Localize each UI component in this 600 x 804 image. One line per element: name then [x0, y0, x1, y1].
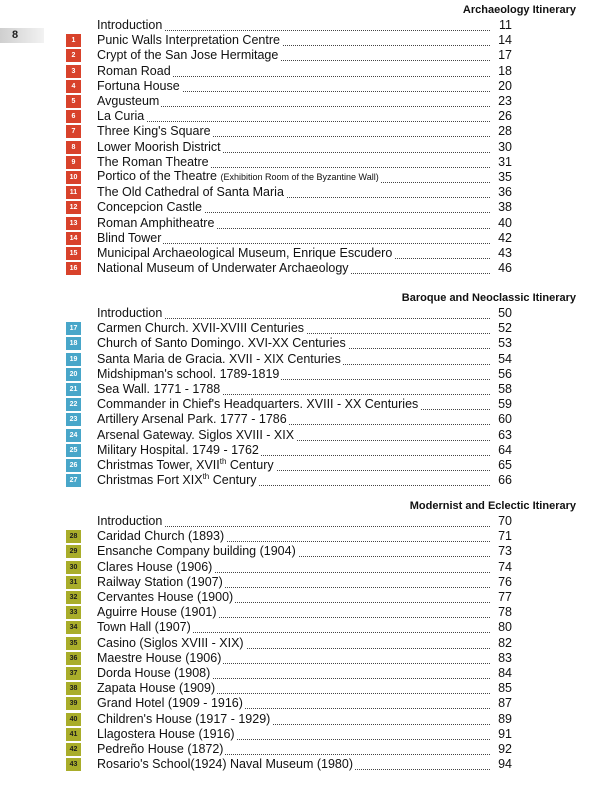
- entry-title: [97, 169, 381, 185]
- entry-title: [97, 109, 146, 124]
- toc-entry[interactable]: [66, 124, 512, 139]
- toc-entry[interactable]: [66, 140, 512, 155]
- toc-entry[interactable]: [66, 560, 512, 575]
- toc-entry[interactable]: [66, 575, 512, 590]
- entry-title-text: Military Hospital. 1749 - 1762: [97, 442, 259, 457]
- entry-page-number: 38: [498, 200, 512, 215]
- entry-number-badge: 27: [66, 474, 81, 487]
- entry-number-badge: 19: [66, 353, 81, 366]
- entry-title: [97, 727, 237, 742]
- toc-entry[interactable]: [66, 605, 512, 620]
- entry-title: [97, 79, 182, 94]
- entry-number-badge: 37: [66, 667, 81, 680]
- entry-title: [97, 443, 261, 458]
- toc-entry[interactable]: [66, 170, 512, 185]
- entry-number-badge: 23: [66, 413, 81, 426]
- entry-title: [97, 48, 280, 63]
- entry-title: [97, 712, 272, 727]
- toc-entry[interactable]: [66, 696, 512, 711]
- entry-title-suffix: Century: [226, 458, 274, 472]
- entry-title: [97, 94, 161, 109]
- entry-page-number: 14: [498, 33, 512, 48]
- entry-title-text: Cervantes House (1900): [97, 590, 234, 604]
- toc-entry[interactable]: [66, 458, 512, 473]
- entry-superscript: th: [202, 472, 210, 482]
- entry-title-text: Avgusteum: [97, 94, 160, 108]
- toc-entry[interactable]: [66, 397, 512, 412]
- entry-number-badge: 6: [66, 110, 81, 123]
- entry-number-badge: 26: [66, 459, 81, 472]
- entry-number-badge: 2: [66, 49, 81, 62]
- entry-title: [97, 140, 223, 155]
- section-title: Baroque and Neoclassic Itinerary: [401, 292, 576, 304]
- entry-page-number: 60: [498, 412, 512, 427]
- entry-title-text: Concepcion Castle: [97, 200, 202, 215]
- entry-page-number: 66: [498, 473, 512, 488]
- toc-entry[interactable]: [66, 727, 512, 742]
- entry-page-number: 85: [498, 681, 512, 696]
- toc-entry[interactable]: [66, 412, 512, 427]
- entry-title-text: Portico of the Theatre: [97, 169, 217, 183]
- entry-title: [97, 620, 193, 635]
- entry-page-number: 58: [498, 382, 512, 396]
- entry-number-badge: 25: [66, 444, 81, 457]
- entry-page-number: 35: [498, 170, 512, 184]
- entry-title: [97, 529, 226, 544]
- entry-title: [97, 544, 298, 559]
- entry-title: [97, 352, 343, 367]
- entry-title-text: Municipal Archaeological Museum, Enrique Escudero: [97, 246, 393, 260]
- entry-number-badge: 13: [66, 217, 81, 230]
- toc-entry[interactable]: [66, 636, 512, 651]
- entry-page-number: 63: [498, 427, 512, 442]
- entry-number-badge: 34: [66, 621, 81, 634]
- entry-page-number: 46: [498, 261, 512, 276]
- entry-superscript: th: [219, 456, 227, 466]
- entry-title: [97, 261, 351, 276]
- toc-entry[interactable]: [66, 109, 512, 124]
- entry-title-text: Three King's Square: [97, 124, 211, 139]
- entry-page-number: 30: [498, 139, 512, 154]
- toc-entry[interactable]: [66, 529, 512, 544]
- entry-page-number: 36: [498, 185, 512, 200]
- toc-entry[interactable]: [66, 321, 512, 336]
- toc-entry[interactable]: [66, 681, 512, 696]
- entry-title-text: Arsenal Gateway. Siglos XVIII - XIX: [97, 427, 295, 442]
- entry-title: [97, 246, 394, 261]
- entry-title: [97, 428, 296, 443]
- entry-number-badge: 5: [66, 95, 81, 108]
- entry-number-badge: 16: [66, 262, 81, 275]
- entry-title-text: Fortuna House: [97, 78, 180, 93]
- entry-title-text: Caridad Church (1893): [97, 529, 225, 544]
- entry-title: [97, 681, 217, 696]
- entry-title-text: Carmen Church. XVII-XVIII Centuries: [97, 321, 305, 336]
- entry-title: [97, 367, 281, 382]
- entry-number-badge: 32: [66, 591, 81, 604]
- toc-entry[interactable]: [66, 33, 512, 48]
- toc-entry[interactable]: [66, 666, 512, 681]
- entry-title: [97, 605, 219, 620]
- entry-title: [97, 231, 163, 246]
- entry-title: [97, 185, 286, 200]
- entry-title-text: Christmas Fort XIX: [97, 473, 203, 488]
- entry-page-number: 80: [498, 620, 512, 635]
- entry-page-number: 40: [498, 215, 512, 230]
- entry-page-number: 53: [498, 336, 512, 351]
- entry-title: [97, 124, 213, 139]
- entry-number-badge: 29: [66, 545, 81, 558]
- entry-page-number: 52: [498, 321, 512, 336]
- toc-entry[interactable]: [66, 620, 512, 635]
- entry-title-text: Pedreño House (1872): [97, 742, 224, 756]
- entry-title: [97, 216, 216, 231]
- entry-title: [97, 18, 164, 33]
- toc-entry[interactable]: [66, 352, 512, 367]
- toc-entry[interactable]: [66, 757, 512, 772]
- entry-number-badge: 14: [66, 232, 81, 245]
- entry-page-number: 43: [498, 246, 512, 260]
- entry-title-text: Grand Hotel (1909 - 1916): [97, 696, 243, 711]
- entry-page-number: 89: [498, 711, 512, 726]
- entry-subtitle: (Exhibition Room of the Byzantine Wall): [220, 172, 379, 182]
- entry-title-text: Children's House (1917 - 1929): [97, 711, 271, 726]
- page-number: 8: [0, 28, 44, 43]
- entry-title-text: Santa Maria de Gracia. XVII - XIX Centuries: [97, 351, 341, 366]
- entry-number-badge: 8: [66, 141, 81, 154]
- entry-title: [97, 757, 355, 772]
- entry-title: [97, 200, 204, 215]
- entry-title-text: Commander in Chief's Headquarters. XVIII - XX Centuries: [97, 397, 419, 412]
- entry-title-text: Blind Tower: [97, 230, 162, 245]
- toc-entry[interactable]: [66, 742, 512, 757]
- entry-page-number: 20: [498, 78, 512, 93]
- entry-title-text: Midshipman's school. 1789-1819: [97, 366, 280, 381]
- entry-number-badge: 10: [66, 171, 81, 184]
- entry-page-number: 92: [498, 742, 512, 756]
- toc-entry[interactable]: [66, 79, 512, 94]
- toc-entry[interactable]: [66, 514, 512, 529]
- entry-title-text: Rosario's School(1924) Naval Museum (1980): [97, 757, 353, 772]
- toc-entry[interactable]: [66, 261, 512, 276]
- toc-entry[interactable]: [66, 336, 512, 351]
- toc-entry[interactable]: [66, 473, 512, 488]
- entry-title-text: Church of Santo Domingo. XVI-XX Centuries: [97, 336, 346, 351]
- entry-title-text: Ensanche Company building (1904): [97, 544, 296, 559]
- entry-title: [97, 155, 211, 170]
- entry-title-text: The Roman Theatre: [97, 154, 209, 169]
- entry-number-badge: 21: [66, 383, 81, 396]
- entry-title-text: Zapata House (1909): [97, 681, 216, 696]
- entry-title: [97, 560, 214, 575]
- entry-page-number: 31: [498, 154, 512, 169]
- entry-title: [97, 575, 225, 590]
- entry-title-text: Sea Wall. 1771 - 1788: [97, 382, 221, 396]
- toc-entry[interactable]: [66, 382, 512, 397]
- entry-page-number: 28: [498, 124, 512, 139]
- toc-entry[interactable]: [66, 185, 512, 200]
- entry-title-text: Lower Moorish District: [97, 139, 221, 154]
- entry-title: [97, 590, 235, 605]
- entry-title: [97, 514, 164, 529]
- entry-title-text: Casino (Siglos XVIII - XIX): [97, 635, 244, 650]
- entry-title-text: Town Hall (1907): [97, 620, 191, 635]
- entry-number-badge: 40: [66, 713, 81, 726]
- entry-title-text: Railway Station (1907): [97, 574, 223, 589]
- entry-page-number: 77: [498, 590, 512, 604]
- entry-title: [97, 382, 222, 397]
- entry-title-text: Introduction: [97, 306, 163, 320]
- toc-entry[interactable]: [66, 544, 512, 559]
- entry-number-badge: 39: [66, 697, 81, 710]
- toc-entry[interactable]: [66, 367, 512, 382]
- entry-page-number: 84: [498, 666, 512, 680]
- entry-page-number: 74: [498, 559, 512, 574]
- entry-number-badge: 3: [66, 65, 81, 78]
- entry-title: [97, 742, 225, 757]
- entry-page-number: 94: [498, 757, 512, 772]
- entry-page-number: 42: [498, 230, 512, 245]
- entry-page-number: 65: [498, 458, 512, 472]
- entry-number-badge: 43: [66, 758, 81, 771]
- entry-title-text: Introduction: [97, 18, 163, 32]
- toc-entry[interactable]: [66, 200, 512, 215]
- entry-number-badge: 28: [66, 530, 81, 543]
- toc-entry[interactable]: [66, 18, 512, 33]
- entry-page-number: 64: [498, 442, 512, 457]
- entry-title: [97, 321, 306, 336]
- toc-entry[interactable]: [66, 231, 512, 246]
- entry-number-badge: 1: [66, 34, 81, 47]
- entry-title-text: La Curia: [97, 109, 145, 124]
- entry-number-badge: 42: [66, 743, 81, 756]
- entry-page-number: 70: [498, 514, 512, 528]
- entry-page-number: 23: [498, 94, 512, 108]
- entry-page-number: 17: [498, 48, 512, 63]
- entry-title-text: Christmas Tower, XVII: [97, 458, 220, 472]
- entry-title: [97, 696, 245, 711]
- entry-number-badge: 15: [66, 247, 81, 260]
- toc-entry[interactable]: [66, 306, 512, 321]
- entry-page-number: 76: [498, 574, 512, 589]
- entry-number-badge: 11: [66, 186, 81, 199]
- entry-number-badge: 36: [66, 652, 81, 665]
- toc-entry[interactable]: [66, 712, 512, 727]
- entry-title-text: Clares House (1906): [97, 559, 213, 574]
- entry-number-badge: 22: [66, 398, 81, 411]
- entry-title-text: Maestre House (1906): [97, 650, 222, 665]
- entry-title: [97, 473, 259, 488]
- toc-entry[interactable]: [66, 64, 512, 79]
- entry-number-badge: 24: [66, 429, 81, 442]
- dot-leader: [97, 121, 490, 122]
- entry-title-text: Dorda House (1908): [97, 666, 211, 680]
- entry-title: [97, 636, 246, 651]
- entry-title: [97, 412, 289, 427]
- entry-page-number: 11: [499, 18, 512, 32]
- toc-entry[interactable]: [66, 651, 512, 666]
- entry-title: [97, 666, 212, 681]
- entry-page-number: 78: [498, 605, 512, 620]
- entry-page-number: 56: [498, 366, 512, 381]
- entry-title: [97, 458, 276, 473]
- entry-number-badge: 18: [66, 337, 81, 350]
- entry-page-number: 50: [498, 306, 512, 320]
- toc-entry[interactable]: [66, 428, 512, 443]
- entry-number-badge: 41: [66, 728, 81, 741]
- entry-title: [97, 33, 282, 48]
- entry-title-text: Punic Walls Interpretation Centre: [97, 33, 280, 48]
- entry-title-text: Aguirre House (1901): [97, 605, 217, 620]
- entry-title-text: Roman Amphitheatre: [97, 215, 215, 230]
- entry-number-badge: 33: [66, 606, 81, 619]
- entry-number-badge: 12: [66, 201, 81, 214]
- entry-title-text: Llagostera House (1916): [97, 726, 235, 741]
- entry-page-number: 91: [498, 726, 512, 741]
- entry-number-badge: 17: [66, 322, 81, 335]
- entry-page-number: 71: [498, 529, 512, 544]
- entry-title-suffix: Century: [209, 473, 257, 488]
- toc-entry[interactable]: [66, 590, 512, 605]
- entry-title-text: National Museum of Underwater Archaeology: [97, 261, 349, 276]
- entry-title-text: Introduction: [97, 514, 163, 528]
- section-title: Archaeology Itinerary: [462, 4, 576, 16]
- entry-title: [97, 397, 420, 412]
- entry-title: [97, 651, 223, 666]
- section-title: Modernist and Eclectic Itinerary: [409, 500, 576, 512]
- toc-entry[interactable]: [66, 216, 512, 231]
- entry-page-number: 87: [498, 696, 512, 711]
- entry-page-number: 18: [498, 63, 512, 78]
- entry-title-text: Crypt of the San Jose Hermitage: [97, 48, 279, 63]
- entry-title: [97, 306, 164, 321]
- entry-title-text: The Old Cathedral of Santa Maria: [97, 185, 284, 200]
- entry-number-badge: 4: [66, 80, 81, 93]
- entry-number-badge: 31: [66, 576, 81, 589]
- entry-number-badge: 20: [66, 368, 81, 381]
- entry-page-number: 82: [498, 635, 512, 650]
- entry-page-number: 59: [498, 397, 512, 412]
- entry-page-number: 26: [498, 109, 512, 124]
- toc-entry[interactable]: [66, 155, 512, 170]
- entry-number-badge: 9: [66, 156, 81, 169]
- toc-entry[interactable]: [66, 246, 512, 261]
- entry-title-text: Roman Road: [97, 63, 171, 78]
- entry-page-number: 54: [498, 351, 512, 366]
- entry-page-number: 83: [498, 650, 512, 665]
- toc-entry[interactable]: [66, 94, 512, 109]
- entry-title: [97, 336, 348, 351]
- entry-number-badge: 7: [66, 125, 81, 138]
- entry-title-text: Artillery Arsenal Park. 1777 - 1786: [97, 412, 287, 427]
- toc-entry[interactable]: [66, 443, 512, 458]
- entry-page-number: 73: [498, 544, 512, 559]
- entry-number-badge: 30: [66, 561, 81, 574]
- toc-entry[interactable]: [66, 48, 512, 63]
- entry-title: [97, 64, 173, 79]
- entry-number-badge: 38: [66, 682, 81, 695]
- entry-number-badge: 35: [66, 637, 81, 650]
